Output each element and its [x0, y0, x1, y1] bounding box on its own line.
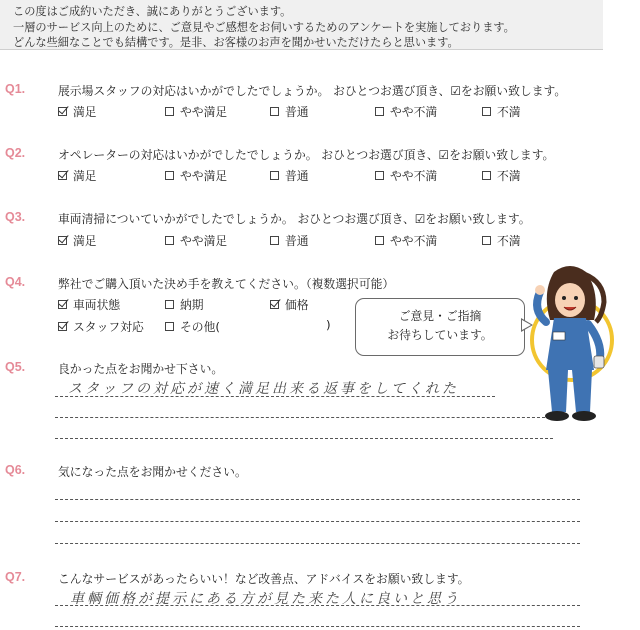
- q3-option-1[interactable]: 満足: [58, 232, 97, 249]
- checkbox-icon[interactable]: [482, 107, 491, 116]
- q1-option-5[interactable]: 不満: [482, 103, 521, 120]
- q6-answer-line-2: [55, 521, 580, 522]
- checkbox-icon[interactable]: [165, 107, 174, 116]
- checkbox-icon[interactable]: [375, 236, 384, 245]
- q1-option-1[interactable]: 満足: [58, 103, 97, 120]
- face-icon: [555, 283, 585, 317]
- q1-option-2[interactable]: やや満足: [165, 103, 227, 120]
- intro-line-3: どんな些細なことでも結構です。是非、お客様のお声を聞かせいただけたらと思います。: [13, 36, 459, 49]
- q6-number: Q6.: [5, 463, 26, 477]
- checkbox-icon[interactable]: [482, 236, 491, 245]
- staff-mascot-illustration: [520, 262, 616, 428]
- raised-arm-icon: [537, 292, 546, 322]
- checkbox-icon[interactable]: [270, 107, 279, 116]
- intro-line-1: この度はご成約いただき、誠にありがとうございます。: [13, 5, 292, 18]
- q2-option-2[interactable]: やや満足: [165, 167, 227, 184]
- bubble-line-1: ご意見・ご指摘: [398, 309, 482, 323]
- q7-answer-line-1: [55, 605, 580, 606]
- q4-option-2[interactable]: 納期: [165, 296, 204, 313]
- q6-question: 気になった点をお聞かせください。: [58, 465, 247, 479]
- left-leg-icon: [548, 370, 568, 412]
- q7-number: Q7.: [5, 570, 26, 584]
- bubble-line-2: お待ちしています。: [387, 328, 493, 342]
- q1-question: 展示場スタッフの対応はいかがでしたでしょうか。 おひとつお選び頂き、☑をお願い致します。: [58, 84, 567, 98]
- checkbox-icon[interactable]: [270, 236, 279, 245]
- q3-option-3[interactable]: 普通: [270, 232, 309, 249]
- checkbox-icon[interactable]: [58, 107, 67, 116]
- q3-number: Q3.: [5, 210, 26, 224]
- q1-option-4[interactable]: やや不満: [375, 103, 437, 120]
- q4-question: 弊社でご購入頂いた決め手を教えてください。（複数選択可能）: [58, 277, 395, 291]
- checkbox-icon[interactable]: [58, 171, 67, 180]
- checkbox-icon[interactable]: [58, 300, 67, 309]
- q6-answer-line-1: [55, 499, 580, 500]
- checkbox-icon[interactable]: [270, 300, 279, 309]
- q4-option-4[interactable]: スタッフ対応: [58, 318, 144, 335]
- checkbox-icon[interactable]: [482, 171, 491, 180]
- q5-answer-line-3: [55, 438, 553, 439]
- q1-option-3[interactable]: 普通: [270, 103, 309, 120]
- q3-question: 車両清掃についていかがでしたでしょうか。 おひとつお選び頂き、☑をお願い致します。: [58, 212, 531, 226]
- q7-answer-line-2: [55, 626, 580, 627]
- q3-option-2[interactable]: やや満足: [165, 232, 227, 249]
- checkbox-icon[interactable]: [165, 171, 174, 180]
- q5-number: Q5.: [5, 360, 26, 374]
- checkbox-icon[interactable]: [270, 171, 279, 180]
- checkbox-icon[interactable]: [375, 171, 384, 180]
- q4-option-5[interactable]: その他(: [165, 318, 220, 335]
- q2-option-5[interactable]: 不満: [482, 167, 521, 184]
- q7-question: こんなサービスがあったらいい！など改善点、アドバイスをお願い致します。: [58, 572, 470, 586]
- q2-question: オペレーターの対応はいかがでしたでしょうか。 おひとつお選び頂き、☑をお願い致します。: [58, 148, 555, 162]
- q6-answer-line-3: [55, 543, 580, 544]
- q5-handwritten-answer: スタッフの対応が速く満足出来る返事をしてくれた: [68, 381, 459, 397]
- name-badge-icon: [553, 332, 565, 340]
- q2-number: Q2.: [5, 146, 26, 160]
- q5-question: 良かった点をお聞かせ下さい。: [58, 362, 224, 376]
- q3-option-4[interactable]: やや不満: [375, 232, 437, 249]
- checkbox-icon[interactable]: [375, 107, 384, 116]
- q5-answer-line-1: [55, 396, 495, 397]
- q3-option-5[interactable]: 不満: [482, 232, 521, 249]
- q5-answer-line-2: [55, 417, 545, 418]
- checkbox-icon[interactable]: [58, 236, 67, 245]
- intro-line-2: 一層のサービス向上のために、ご意見やご感想をお伺いするためのアンケートを実施しております。: [13, 20, 515, 34]
- checkbox-icon[interactable]: [165, 322, 174, 331]
- q4-option-1[interactable]: 車両状態: [58, 296, 120, 313]
- right-leg-icon: [572, 370, 592, 412]
- q1-number: Q1.: [5, 82, 26, 96]
- checkbox-icon[interactable]: [165, 300, 174, 309]
- q4-number: Q4.: [5, 275, 26, 289]
- q2-option-4[interactable]: やや不満: [375, 167, 437, 184]
- intro-banner: [0, 0, 603, 50]
- q2-option-1[interactable]: 満足: [58, 167, 97, 184]
- q4-other-close-paren: ): [326, 318, 331, 332]
- checkbox-icon[interactable]: [58, 322, 67, 331]
- checkbox-icon[interactable]: [165, 236, 174, 245]
- q7-handwritten-answer: 車輌価格が提示にある方が見た来た人に良いと思う: [70, 591, 461, 607]
- q2-option-3[interactable]: 普通: [270, 167, 309, 184]
- speech-bubble: [355, 298, 525, 356]
- q4-option-3[interactable]: 価格: [270, 296, 309, 313]
